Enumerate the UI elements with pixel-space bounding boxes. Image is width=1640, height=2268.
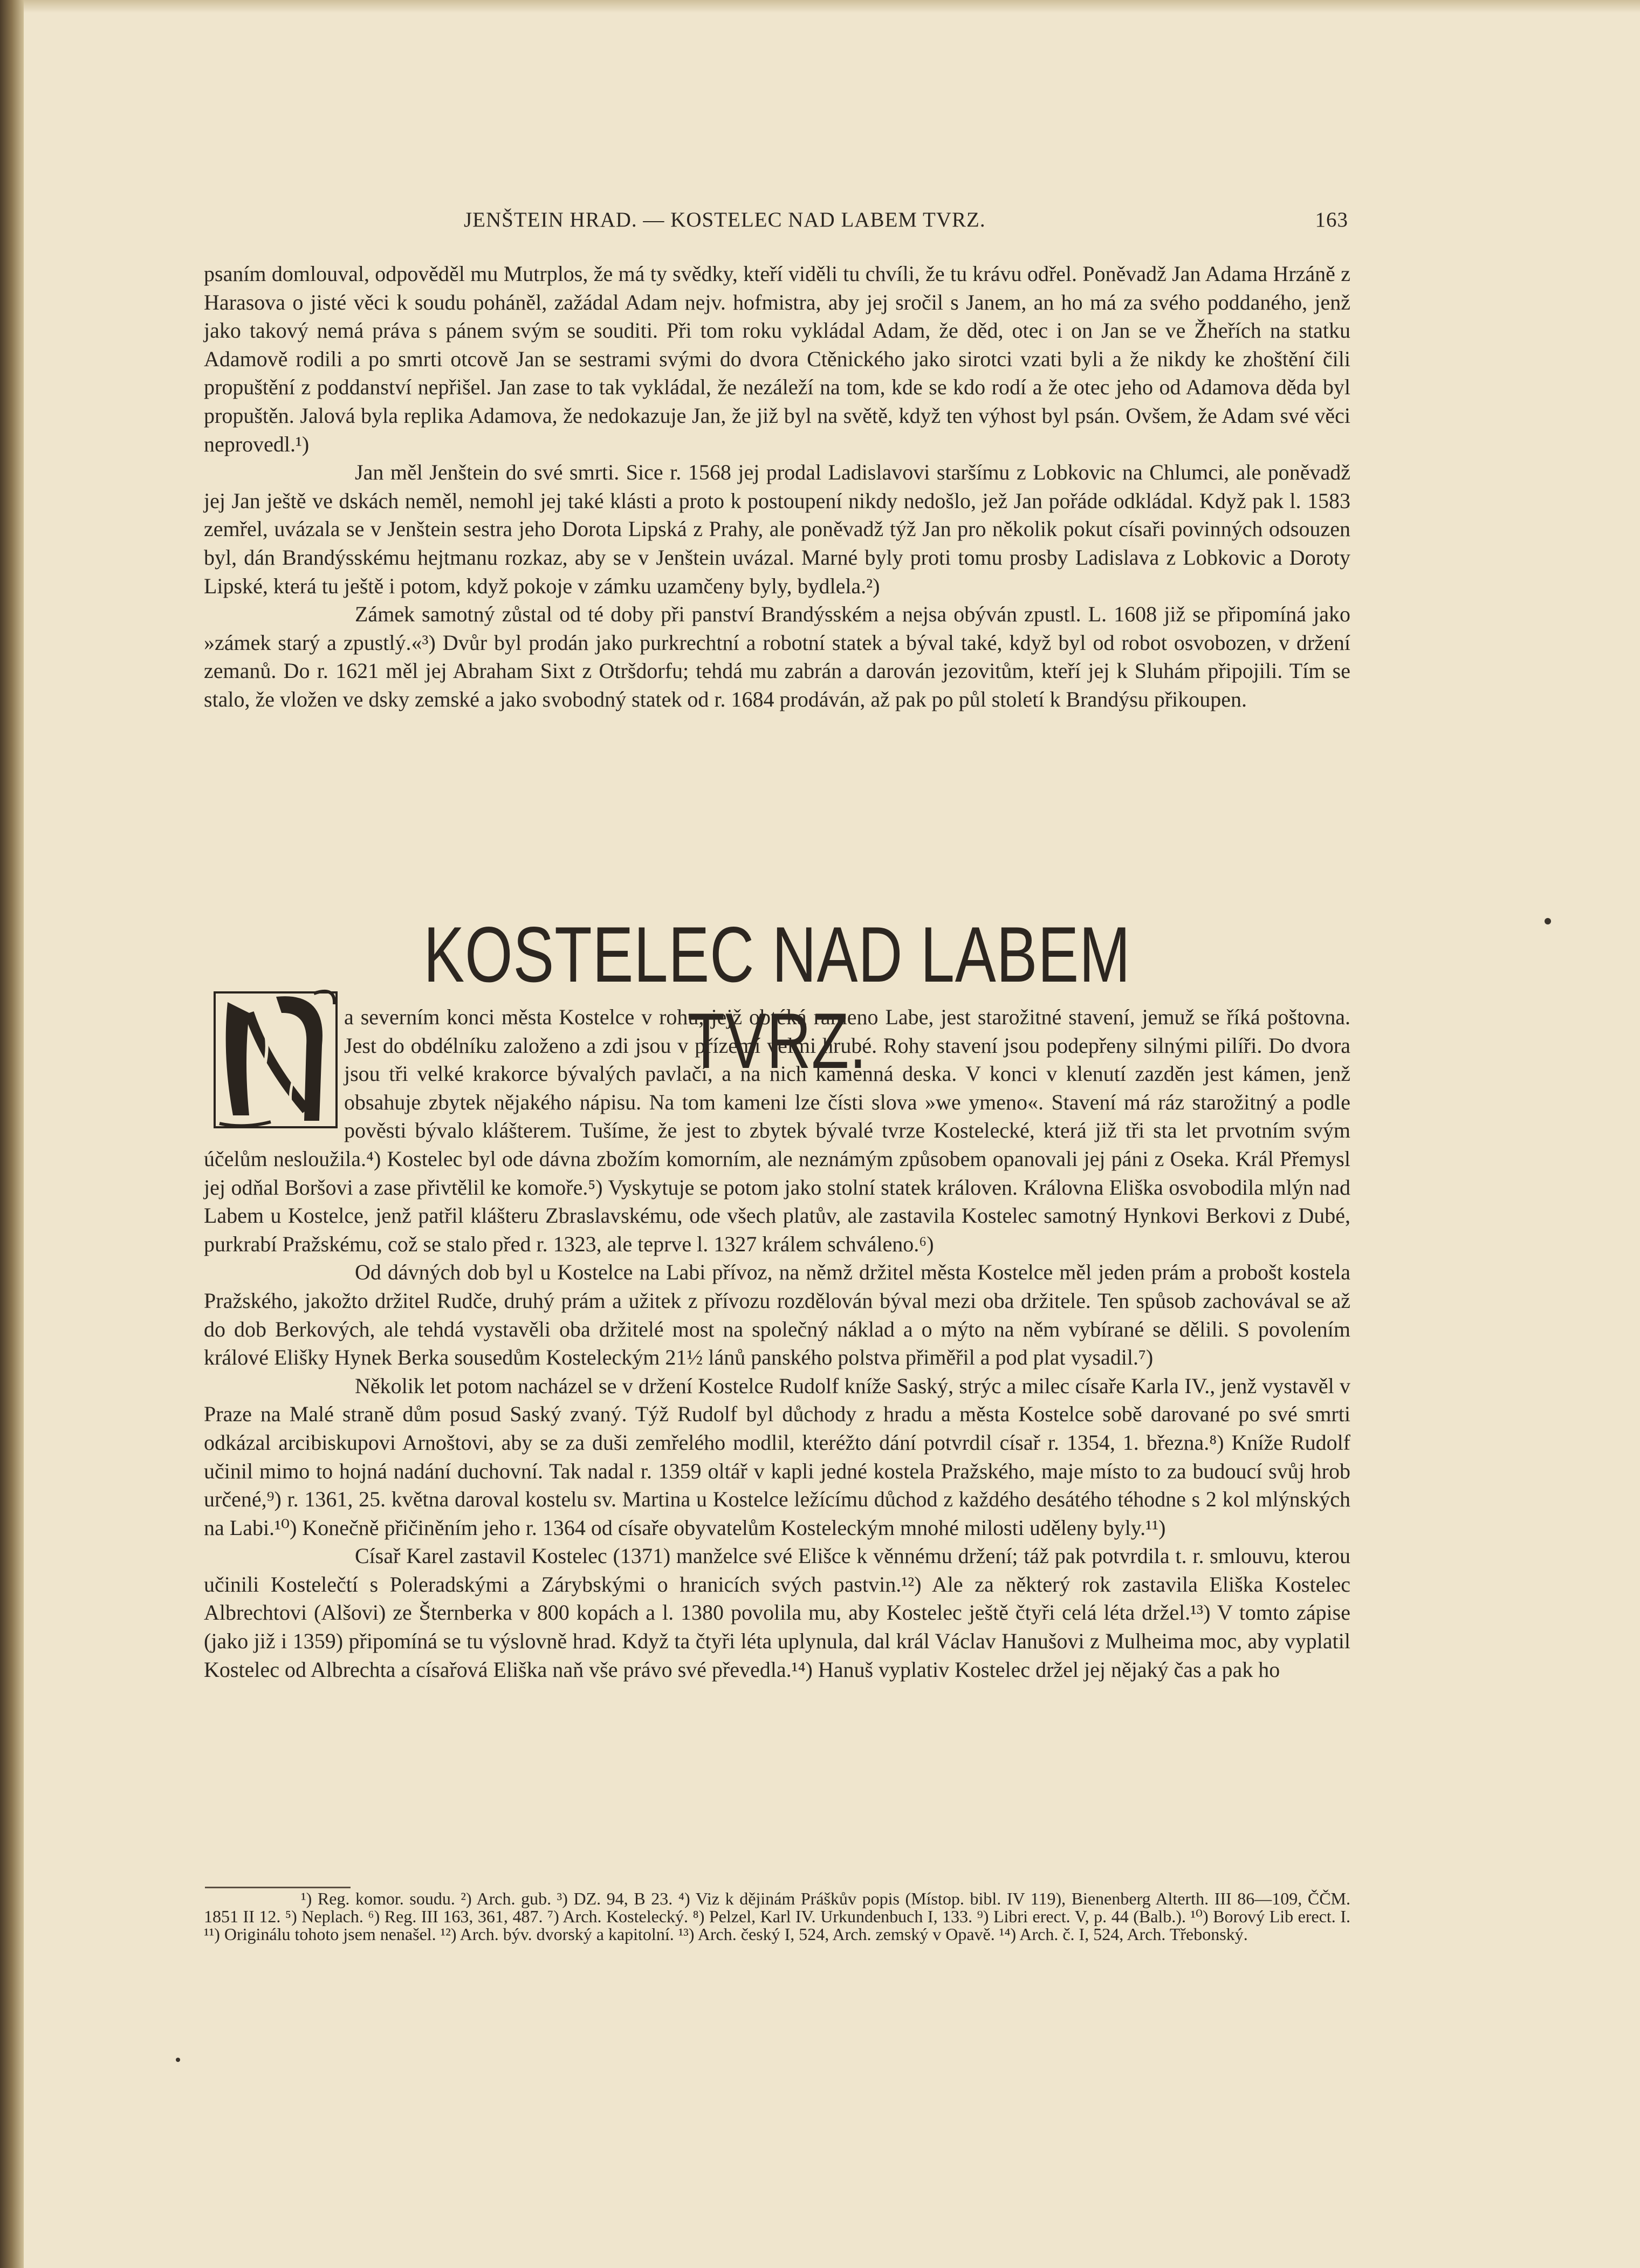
paragraph: Od dávných dob byl u Kostelce na Labi přívoz, na němž držitel města Kostelce měl jeden prám a probošt kostela Pražského, jakožto držitel Rudče, druhý prám a užitek z přívozu rozdělován býval mezi oba držitele. Ten spůsob zachovával se až do dob Berkových, ale tehdá vystavěli oba držitelé most na společný náklad a o mýto na něm vybírané se dělili. S povolením králové Elišky Hynek Berka sousedům Kosteleckým 21½ lánů panského polstva přiměřil a pod plat vysadil.⁷) [204,1260,1350,1370]
page-number: 163 [1315,208,1348,231]
running-title: JENŠTEIN HRAD. — KOSTELEC NAD LABEM TVRZ. [464,208,986,231]
page-top-edge [24,0,1640,13]
dropcap-spacer [204,1003,344,1141]
section-kostelec-text [204,1003,1350,1684]
footnote-rule [205,1887,351,1888]
paragraph: Jan měl Jenštein do své smrti. Sice r. 1568 jej prodal Ladislavovi staršímu z Lobkovic na Chlumci, ale poněvadž jej Jan ještě ve dskách neměl, nemohl jej také klásti a proto k postoupení nikdy nedošlo, jež Jan pořáde odkládal. Když pak l. 1583 zemřel, uvázala se v Jenštein sestra jeho Dorota Lipská z Prahy, ale poněvadž týž Jan pro několik pokut císaři povinných odsouzen byl, dán Brandýsskému hejtmanu rozkaz, aby se v Jenštein uvázal. Marné byly proti tomu prosby Ladislava z Lobkovic a Doroty Lipské, která tu ještě i potom, když pokoje v zámku uzamčeny byly, bydlela.²) [204,460,1350,598]
paper-speck [176,2058,180,2062]
footnotes [204,1890,1350,1943]
paragraph: Zámek samotný zůstal od té doby při panství Brandýsském a nejsa obýván zpustl. L. 1608 již se připomíná jako »zámek starý a zpustlý.«³) Dvůr byl prodán jako purkrechtní a robotní statek a býval také, když byl od robot osvobozen, v držení zemanů. Do r. 1621 měl jej Abraham Sixt z Otršdorfu; tehdá mu zabrán a darován jezovitům, kteří jej k Sluhám připojili. Tím se stalo, že vložen ve dsky zemské a jako svobodný statek od r. 1684 prodáván, až pak po půl století k Brandýsu přikoupen. [204,602,1350,711]
paragraph: a severním konci města Kostelce v rohu, jejž obtéká rameno Labe, jest starožitné stavení, jemuž se říká poštovna. Jest do obdélníku založeno a zdi jsou v přízemí velmi hrubé. Rohy stavení jsou podepřeny silnými pilíři. Do dvora jsou tři velké krakorce bývalých pavlačí, a na nich kamenná deska. V konci v klenutí zazděn jest kámen, jenž obsahuje zbytek nějakého nápisu. Na tom kameni lze čísti slova »we ymeno«. Stavení má ráz starožitný a podle pověsti bývalo klášterem. Tušíme, že jest to zbytek bývalé tvrze Kostelecké, která již tři sta let prvotním svým účelům nesloužila.⁴) Kostelec byl ode dávna zbožím komorním, ale neznámým způsobem opanovali jej páni z Oseka. Král Přemysl jej odňal Boršovi a zase přivtělil ke komoře.⁵) Vyskytuje se potom jako stolní statek královen. Královna Eliška osvobodila mlýn nad Labem u Kostelce, jenž patřil klášteru Zbraslavskému, ode všech platův, ale zastavila Kostelec samotný Hynkovi Berkovi z Dubé, purkrabí Pražskému, což se stalo před r. 1323, ale teprve l. 1327 králem schváleno.⁶) [204,1005,1350,1256]
paragraph: psaním domlouval, odpověděl mu Mutrplos, že má ty svědky, kteří viděli tu chvíli, že tu krávu odřel. Poněvadž Jan Adama Hrzáně z Harasova o jisté věci k soudu poháněl, zažádal Adam nejv. hofmistra, aby jej sročil s Janem, an ho má za svého poddaného, jenž jako takový nemá práva s pánem svým se souditi. Při tom roku vykládal Adam, že děd, otec i on Jan se ve Žheřích na statku Adamově rodili a po smrti otcově Jan se sestrami svými do dvora Ctěnického jako sirotci vzati byli a že nikdy ke zhoštění čili propuštění z poddanství nepřišel. Jan zase to tak vykládal, že nezáleží na tom, kde se kdo rodí a že otec jeho od Adamova děda byl propuštěn. Jalová byla replika Adamova, že nedokazuje Jan, že již byl na světě, když ten výhost byl psán. Ovšem, že Adam své věci neprovedl.¹) [204,262,1350,456]
section-jenstein-text [204,260,1350,714]
section-heading: KOSTELEC NAD LABEM TVRZ. [423,910,1131,1085]
paragraph: Císař Karel zastavil Kostelec (1371) manželce své Elišce k věnnému držení; táž pak potvrdila t. r. smlouvu, kterou učinili Kostelečtí s Poleradskými a Zárybskými o hranicích svých pastvin.¹²) Ale za některý rok zastavila Eliška Kostelec Albrechtovi (Alšovi) ze Šternberka v 800 kopách a l. 1380 povolila mu, aby Kostelec ještě čtyři celá léta držel.¹³) V tomto zápise (jako již i 1359) připomíná se tu výslovně hrad. Když ta čtyři léta uplynula, dal král Václav Hanušovi z Mulheima moc, aby vyplatil Kostelec od Albrechta a císařová Eliška naň vše právo své převedla.¹⁴) Hanuš vyplativ Kostelec držel jej nějaký čas a pak ho [204,1544,1350,1682]
footnote-text: ¹) Reg. komor. soudu. ²) Arch. gub. ³) DZ. 94, B 23. ⁴) Viz k dějinám Práškův popis (Místop. bibl. IV 119), Bienenberg Alterth. III 86—109, ČČM. 1851 II 12. ⁵) Neplach. ⁶) Reg. III 163, 361, 487. ⁷) Arch. Kostelecký. ⁸) Pelzel, Karl IV. Urkundenbuch I, 133. ⁹) Libri erect. V, p. 44 (Balb.). ¹⁰) Borový Lib erect. I. ¹¹) Originálu tohoto jsem nenašel. ¹²) Arch. býv. dvorský a kapitolní. ¹³) Arch. český I, 524, Arch. zemský v Opavě. ¹⁴) Arch. č. I, 524, Arch. Třebonský. [204,1889,1350,1944]
paragraph: Několik let potom nacházel se v držení Kostelce Rudolf kníže Saský, strýc a milec císaře Karla IV., jenž vystavěl v Praze na Malé straně dům posud Saský zvaný. Týž Rudolf byl důchody z hradu a města Kostelce sobě darované po své smrti odkázal arcibiskupovi Arnoštovi, aby se za duši zemřelého modlil, kteréžto dání potvrdil císař r. 1354, 1. března.⁸) Kníže Rudolf učinil mimo to hojná nadání duchovní. Tak nadal r. 1359 oltář v kapli jedné kostela Pražského, maje místo to za budoucí svůj hrob určené,⁹) r. 1361, 25. května daroval kostelu sv. Martina u Kostelce ležícímu důchod z každého desátého téhodne s 2 kol mlýnských na Labi.¹⁰) Konečně přičiněním jeho r. 1364 od císaře obyvatelům Kosteleckým mnohé milosti uděleny byly.¹¹) [204,1373,1350,1540]
running-header [205,208,1348,240]
book-binding-edge [0,0,24,2268]
paper-speck [1545,918,1551,924]
